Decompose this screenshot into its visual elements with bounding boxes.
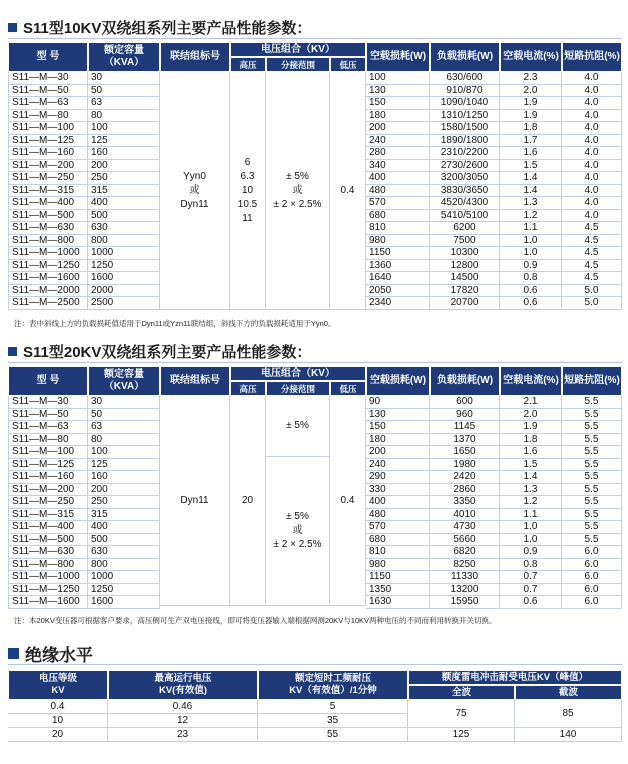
cell-model: S11—M—1000 bbox=[8, 571, 88, 584]
cell-model: S11—M—160 bbox=[8, 471, 88, 484]
cell-i0: 1.0 bbox=[500, 235, 562, 248]
cell-p0: 130 bbox=[366, 85, 430, 98]
cell-cap: 2500 bbox=[88, 297, 160, 310]
cell-cap: 50 bbox=[88, 409, 160, 422]
cell-uk: 4.0 bbox=[562, 147, 622, 160]
cell-model: S11—M—400 bbox=[8, 521, 88, 534]
cell-i0: 1.4 bbox=[500, 172, 562, 185]
table-10kv bbox=[8, 42, 622, 310]
cell-p0: 1150 bbox=[366, 571, 430, 584]
cell-cap: 30 bbox=[88, 396, 160, 409]
cell-uk: 5.5 bbox=[562, 534, 622, 547]
cell-cap: 125 bbox=[88, 135, 160, 148]
divider bbox=[8, 362, 622, 363]
cell-p0: 400 bbox=[366, 496, 430, 509]
cell-cap: 500 bbox=[88, 210, 160, 223]
cell-model: S11—M—1000 bbox=[8, 247, 88, 260]
cell-pk: 1980 bbox=[430, 459, 500, 472]
cell-uk: 5.5 bbox=[562, 509, 622, 522]
cell-cap: 630 bbox=[88, 222, 160, 235]
cell-pk: 6200 bbox=[430, 222, 500, 235]
cell-uk: 5.5 bbox=[562, 421, 622, 434]
cell-pk: 2730/2600 bbox=[430, 160, 500, 173]
cell-cap: 800 bbox=[88, 559, 160, 572]
cell-model: S11—M—125 bbox=[8, 135, 88, 148]
header-impedance: 短路抗阻(%) bbox=[562, 366, 622, 396]
title-square-icon bbox=[8, 23, 17, 32]
level-cell: 0.4 bbox=[8, 700, 108, 714]
header-max-voltage: 最高运行电压 KV(有效值) bbox=[108, 670, 258, 700]
cell-uk: 4.0 bbox=[562, 197, 622, 210]
cell-p0: 2340 bbox=[366, 297, 430, 310]
cell-p0: 810 bbox=[366, 546, 430, 559]
cell-cap: 160 bbox=[88, 147, 160, 160]
cell-i0: 1.4 bbox=[500, 471, 562, 484]
cell-i0: 2.3 bbox=[500, 72, 562, 85]
cell-p0: 980 bbox=[366, 559, 430, 572]
cell-cap: 30 bbox=[88, 72, 160, 85]
header-full-wave: 全波 bbox=[408, 685, 515, 700]
cell-i0: 1.5 bbox=[500, 160, 562, 173]
cell-p0: 1350 bbox=[366, 584, 430, 597]
cell-i0: 1.0 bbox=[500, 247, 562, 260]
cell-pk: 2310/2200 bbox=[430, 147, 500, 160]
cell-i0: 1.3 bbox=[500, 484, 562, 497]
cell-uk: 4.5 bbox=[562, 260, 622, 273]
cell-i0: 2.1 bbox=[500, 396, 562, 409]
section3-title: 绝缘水平 bbox=[8, 641, 93, 666]
cell-pk: 2420 bbox=[430, 471, 500, 484]
cell-pk: 17820 bbox=[430, 285, 500, 298]
cell-p0: 340 bbox=[366, 160, 430, 173]
header-model: 型 号 bbox=[8, 366, 88, 396]
cell-pk: 3830/3650 bbox=[430, 185, 500, 198]
cell-i0: 1.0 bbox=[500, 534, 562, 547]
cell-cap: 63 bbox=[88, 421, 160, 434]
header-hv: 高压 bbox=[230, 57, 266, 72]
cell-pk: 15950 bbox=[430, 596, 500, 609]
cell-model: S11—M—315 bbox=[8, 185, 88, 198]
cell-i0: 1.2 bbox=[500, 496, 562, 509]
cell-model: S11—M—250 bbox=[8, 172, 88, 185]
cell-i0: 0.6 bbox=[500, 297, 562, 310]
cell-model: S11—M—50 bbox=[8, 85, 88, 98]
header-noload-loss: 空载损耗(W) bbox=[366, 42, 430, 72]
cell-cap: 63 bbox=[88, 97, 160, 110]
header-capacity: 额定容量 （KVA） bbox=[88, 366, 160, 396]
cell-p0: 90 bbox=[366, 396, 430, 409]
cell-p0: 200 bbox=[366, 446, 430, 459]
cell-cap: 250 bbox=[88, 172, 160, 185]
cell-p0: 1360 bbox=[366, 260, 430, 273]
cell-cap: 80 bbox=[88, 434, 160, 447]
cell-i0: 0.7 bbox=[500, 584, 562, 597]
cell-model: S11—M—800 bbox=[8, 235, 88, 248]
cell-pk: 1370 bbox=[430, 434, 500, 447]
cell-cap: 125 bbox=[88, 459, 160, 472]
cell-p0: 100 bbox=[366, 72, 430, 85]
cell-uk: 6.0 bbox=[562, 571, 622, 584]
cell-uk: 4.0 bbox=[562, 85, 622, 98]
divider bbox=[8, 664, 622, 665]
table-20kv bbox=[8, 366, 622, 606]
cell-cap: 100 bbox=[88, 122, 160, 135]
cell-cap: 315 bbox=[88, 185, 160, 198]
cell-model: S11—M—30 bbox=[8, 396, 88, 409]
cell-cap: 1600 bbox=[88, 272, 160, 285]
cell-cap: 1000 bbox=[88, 247, 160, 260]
cell-pk: 630/600 bbox=[430, 72, 500, 85]
cell-cap: 2000 bbox=[88, 285, 160, 298]
cell-p0: 1640 bbox=[366, 272, 430, 285]
cell-uk: 5.5 bbox=[562, 484, 622, 497]
cell-uk: 4.0 bbox=[562, 160, 622, 173]
cell-uk: 5.0 bbox=[562, 297, 622, 310]
cell-cap: 100 bbox=[88, 446, 160, 459]
header-voltage-level: 电压等级 KV bbox=[8, 670, 108, 700]
cell-model: S11—M—315 bbox=[8, 509, 88, 522]
cell-model: S11—M—250 bbox=[8, 496, 88, 509]
header-tap: 分接范围 bbox=[266, 57, 330, 72]
cell-uk: 4.0 bbox=[562, 97, 622, 110]
cell-i0: 1.8 bbox=[500, 434, 562, 447]
cell-p0: 150 bbox=[366, 97, 430, 110]
cell-pk: 5410/5100 bbox=[430, 210, 500, 223]
cell-model: S11—M—800 bbox=[8, 559, 88, 572]
cell-cap: 200 bbox=[88, 160, 160, 173]
cell-model: S11—M—63 bbox=[8, 421, 88, 434]
tap-cell-large: ± 5% 或 ± 2 × 2.5% bbox=[266, 457, 330, 606]
cell-i0: 1.7 bbox=[500, 135, 562, 148]
tap-cell-small: ± 5% bbox=[266, 396, 330, 457]
cell-pk: 5660 bbox=[430, 534, 500, 547]
cell-i0: 0.8 bbox=[500, 272, 562, 285]
lv-cell: 0.4 bbox=[330, 396, 366, 606]
cell-cap: 630 bbox=[88, 546, 160, 559]
cell-uk: 5.5 bbox=[562, 409, 622, 422]
cell-uk: 6.0 bbox=[562, 546, 622, 559]
cell-model: S11—M—100 bbox=[8, 122, 88, 135]
cell-pk: 1650 bbox=[430, 446, 500, 459]
cell-p0: 480 bbox=[366, 185, 430, 198]
cell-uk: 5.5 bbox=[562, 459, 622, 472]
cell-i0: 1.8 bbox=[500, 122, 562, 135]
cell-cap: 500 bbox=[88, 534, 160, 547]
cell-p0: 130 bbox=[366, 409, 430, 422]
cell-i0: 2.0 bbox=[500, 85, 562, 98]
cell-p0: 980 bbox=[366, 235, 430, 248]
cell-uk: 4.0 bbox=[562, 72, 622, 85]
cell-cap: 200 bbox=[88, 484, 160, 497]
cell-pk: 1580/1500 bbox=[430, 122, 500, 135]
cell-p0: 570 bbox=[366, 197, 430, 210]
header-vector-group: 联结组标号 bbox=[160, 42, 230, 72]
cell-p0: 280 bbox=[366, 147, 430, 160]
full-wave-cell: 75 bbox=[408, 700, 515, 728]
cell-p0: 1630 bbox=[366, 596, 430, 609]
cell-uk: 4.0 bbox=[562, 172, 622, 185]
header-lv: 低压 bbox=[330, 57, 366, 72]
cell-i0: 0.8 bbox=[500, 559, 562, 572]
divider bbox=[8, 38, 622, 39]
max-voltage-cell: 23 bbox=[108, 728, 258, 742]
cell-uk: 4.0 bbox=[562, 122, 622, 135]
withstand-cell: 35 bbox=[258, 714, 408, 728]
cell-uk: 5.5 bbox=[562, 434, 622, 447]
max-voltage-cell: 12 bbox=[108, 714, 258, 728]
section2-title: S11型20KV双绕组系列主要产品性能参数： bbox=[8, 341, 311, 362]
cell-cap: 1600 bbox=[88, 596, 160, 609]
cell-pk: 14500 bbox=[430, 272, 500, 285]
cell-cap: 315 bbox=[88, 509, 160, 522]
header-noload-loss: 空载损耗(W) bbox=[366, 366, 430, 396]
cell-p0: 680 bbox=[366, 534, 430, 547]
cell-p0: 2050 bbox=[366, 285, 430, 298]
header-tap: 分接范围 bbox=[266, 381, 330, 396]
cell-i0: 1.9 bbox=[500, 110, 562, 123]
vector-group-cell: Dyn11 bbox=[160, 396, 230, 606]
lv-cell: 0.4 bbox=[330, 72, 366, 310]
cell-pk: 4010 bbox=[430, 509, 500, 522]
header-load-loss: 负载损耗(W) bbox=[430, 366, 500, 396]
cell-uk: 4.0 bbox=[562, 210, 622, 223]
cell-pk: 6820 bbox=[430, 546, 500, 559]
cell-pk: 1145 bbox=[430, 421, 500, 434]
cell-pk: 1890/1800 bbox=[430, 135, 500, 148]
header-voltage: 电压组合（KV） bbox=[230, 366, 366, 381]
cell-i0: 0.9 bbox=[500, 546, 562, 559]
cell-uk: 4.5 bbox=[562, 222, 622, 235]
cell-cap: 1000 bbox=[88, 571, 160, 584]
cell-p0: 200 bbox=[366, 122, 430, 135]
cell-model: S11—M—125 bbox=[8, 459, 88, 472]
header-model: 型 号 bbox=[8, 42, 88, 72]
cell-model: S11—M—1250 bbox=[8, 584, 88, 597]
cell-pk: 4730 bbox=[430, 521, 500, 534]
cell-i0: 2.0 bbox=[500, 409, 562, 422]
cell-model: S11—M—80 bbox=[8, 434, 88, 447]
cell-cap: 160 bbox=[88, 471, 160, 484]
vector-group-cell: Yyn0 或 Dyn11 bbox=[160, 72, 230, 310]
cell-pk: 12800 bbox=[430, 260, 500, 273]
cell-pk: 10300 bbox=[430, 247, 500, 260]
cell-pk: 960 bbox=[430, 409, 500, 422]
cell-model: S11—M—100 bbox=[8, 446, 88, 459]
cell-uk: 6.0 bbox=[562, 584, 622, 597]
cell-p0: 400 bbox=[366, 172, 430, 185]
title-square-icon bbox=[8, 347, 17, 356]
withstand-cell: 55 bbox=[258, 728, 408, 742]
cell-p0: 240 bbox=[366, 459, 430, 472]
table-10kv-note: 注：表中斜线上方的负载损耗值适用于Dyn11或Yzn11联结组，斜线下方的负载损耗适用于Yyn0。 bbox=[14, 319, 336, 328]
cell-p0: 810 bbox=[366, 222, 430, 235]
cell-uk: 5.5 bbox=[562, 471, 622, 484]
cell-model: S11—M—400 bbox=[8, 197, 88, 210]
section1-title: S11型10KV双绕组系列主要产品性能参数： bbox=[8, 17, 311, 38]
cell-model: S11—M—80 bbox=[8, 110, 88, 123]
level-cell: 20 bbox=[8, 728, 108, 742]
cell-p0: 240 bbox=[366, 135, 430, 148]
cell-i0: 1.5 bbox=[500, 459, 562, 472]
cell-model: S11—M—500 bbox=[8, 534, 88, 547]
header-voltage: 电压组合（KV） bbox=[230, 42, 366, 57]
cell-i0: 1.1 bbox=[500, 509, 562, 522]
hv-cell: 20 bbox=[230, 396, 266, 606]
cell-pk: 4520/4300 bbox=[430, 197, 500, 210]
cell-p0: 680 bbox=[366, 210, 430, 223]
cell-pk: 2860 bbox=[430, 484, 500, 497]
cell-uk: 5.5 bbox=[562, 446, 622, 459]
max-voltage-cell: 0.46 bbox=[108, 700, 258, 714]
full-wave-cell: 125 bbox=[408, 728, 515, 742]
cell-uk: 4.5 bbox=[562, 247, 622, 260]
cell-cap: 1250 bbox=[88, 584, 160, 597]
cell-i0: 1.6 bbox=[500, 147, 562, 160]
cell-i0: 1.4 bbox=[500, 185, 562, 198]
cell-pk: 1310/1250 bbox=[430, 110, 500, 123]
cell-cap: 80 bbox=[88, 110, 160, 123]
cell-cap: 50 bbox=[88, 85, 160, 98]
cell-i0: 1.6 bbox=[500, 446, 562, 459]
cell-pk: 11330 bbox=[430, 571, 500, 584]
cell-p0: 570 bbox=[366, 521, 430, 534]
header-impulse: 额度雷电冲击耐受电压KV（峰值） bbox=[408, 670, 622, 685]
cell-model: S11—M—160 bbox=[8, 147, 88, 160]
cell-p0: 330 bbox=[366, 484, 430, 497]
cell-model: S11—M—50 bbox=[8, 409, 88, 422]
header-chopped-wave: 截波 bbox=[515, 685, 622, 700]
header-impedance: 短路抗阻(%) bbox=[562, 42, 622, 72]
cell-pk: 3350 bbox=[430, 496, 500, 509]
cell-uk: 4.0 bbox=[562, 185, 622, 198]
cell-p0: 290 bbox=[366, 471, 430, 484]
cell-uk: 4.5 bbox=[562, 235, 622, 248]
cell-model: S11—M—2000 bbox=[8, 285, 88, 298]
cell-uk: 6.0 bbox=[562, 559, 622, 572]
cell-model: S11—M—30 bbox=[8, 72, 88, 85]
cell-model: S11—M—1250 bbox=[8, 260, 88, 273]
cell-i0: 1.9 bbox=[500, 421, 562, 434]
cell-model: S11—M—63 bbox=[8, 97, 88, 110]
cell-model: S11—M—630 bbox=[8, 222, 88, 235]
cell-i0: 0.6 bbox=[500, 285, 562, 298]
cell-pk: 7500 bbox=[430, 235, 500, 248]
cell-cap: 400 bbox=[88, 197, 160, 210]
cell-p0: 480 bbox=[366, 509, 430, 522]
cell-i0: 1.1 bbox=[500, 222, 562, 235]
header-vector-group: 联结组标号 bbox=[160, 366, 230, 396]
cell-pk: 8250 bbox=[430, 559, 500, 572]
cell-pk: 20700 bbox=[430, 297, 500, 310]
cell-uk: 5.5 bbox=[562, 396, 622, 409]
withstand-cell: 5 bbox=[258, 700, 408, 714]
header-capacity: 额定容量 （KVA） bbox=[88, 42, 160, 72]
header-noload-current: 空载电流(%) bbox=[500, 366, 562, 396]
hv-cell: 6 6.3 10 10.5 11 bbox=[230, 72, 266, 310]
cell-i0: 0.9 bbox=[500, 260, 562, 273]
cell-i0: 1.2 bbox=[500, 210, 562, 223]
cell-model: S11—M—1600 bbox=[8, 596, 88, 609]
tap-cell: ± 5% 或 ± 2 × 2.5% bbox=[266, 72, 330, 310]
header-load-loss: 负载损耗(W) bbox=[430, 42, 500, 72]
cell-cap: 250 bbox=[88, 496, 160, 509]
cell-i0: 1.9 bbox=[500, 97, 562, 110]
cell-uk: 5.5 bbox=[562, 521, 622, 534]
cell-cap: 400 bbox=[88, 521, 160, 534]
cell-i0: 0.7 bbox=[500, 571, 562, 584]
cell-pk: 1090/1040 bbox=[430, 97, 500, 110]
chopped-wave-cell: 140 bbox=[515, 728, 622, 742]
cell-p0: 180 bbox=[366, 110, 430, 123]
cell-pk: 600 bbox=[430, 396, 500, 409]
cell-i0: 1.0 bbox=[500, 521, 562, 534]
cell-p0: 1150 bbox=[366, 247, 430, 260]
cell-p0: 150 bbox=[366, 421, 430, 434]
header-lv: 低压 bbox=[330, 381, 366, 396]
cell-model: S11—M—200 bbox=[8, 484, 88, 497]
cell-uk: 6.0 bbox=[562, 596, 622, 609]
cell-p0: 180 bbox=[366, 434, 430, 447]
level-cell: 10 bbox=[8, 714, 108, 728]
cell-uk: 4.0 bbox=[562, 135, 622, 148]
header-withstand: 额定短时工频耐压 KV（有效值）/1分钟 bbox=[258, 670, 408, 700]
cell-model: S11—M—200 bbox=[8, 160, 88, 173]
cell-uk: 5.5 bbox=[562, 496, 622, 509]
cell-uk: 5.0 bbox=[562, 285, 622, 298]
cell-model: S11—M—2500 bbox=[8, 297, 88, 310]
cell-uk: 4.0 bbox=[562, 110, 622, 123]
cell-cap: 1250 bbox=[88, 260, 160, 273]
cell-pk: 910/870 bbox=[430, 85, 500, 98]
cell-pk: 3200/3050 bbox=[430, 172, 500, 185]
cell-model: S11—M—500 bbox=[8, 210, 88, 223]
chopped-wave-cell: 85 bbox=[515, 700, 622, 728]
cell-i0: 0.6 bbox=[500, 596, 562, 609]
cell-cap: 800 bbox=[88, 235, 160, 248]
header-hv: 高压 bbox=[230, 381, 266, 396]
cell-model: S11—M—1600 bbox=[8, 272, 88, 285]
table-20kv-note: 注：本20KV变压器可根据客户要求，高压侧可生产双电压接线，即可将变压器输入端根据网测20KV与10KV两种电压的不同而利用转换开关切换。 bbox=[14, 616, 497, 625]
insulation-table bbox=[8, 670, 622, 742]
cell-pk: 13200 bbox=[430, 584, 500, 597]
cell-uk: 4.5 bbox=[562, 272, 622, 285]
title-square-icon bbox=[8, 648, 19, 659]
cell-model: S11—M—630 bbox=[8, 546, 88, 559]
header-noload-current: 空载电流(%) bbox=[500, 42, 562, 72]
cell-i0: 1.3 bbox=[500, 197, 562, 210]
